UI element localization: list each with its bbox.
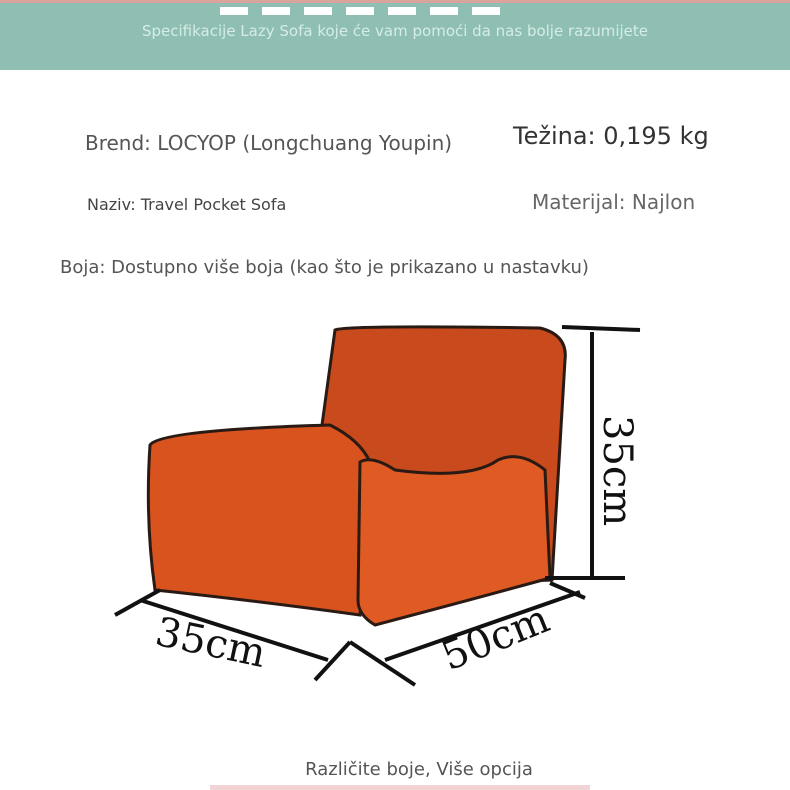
sofa-seat [148,425,370,615]
height-dimension-label: 35cm [594,415,640,527]
depth-dimension-label: 35cm [151,608,270,678]
spec-color: Boja: Dostupno više boja (kao što je prikazano u nastavku) [60,257,589,278]
sofa-front [358,457,550,625]
header-subtitle: Specifikacije Lazy Sofa koje će vam pomoći da nas bolje razumijete [141,22,648,40]
spec-name: Naziv: Travel Pocket Sofa [87,195,287,214]
bottom-divider [210,785,590,790]
spec-material: Materijal: Najlon [532,190,696,214]
footer-caption: Različite boje, Više opcija [305,759,533,780]
spec-brand: Brend: LOCYOP (Longchuang Youpin) [85,131,453,155]
width-dimension-label: 50cm [435,595,556,681]
spec-weight: Težina: 0,195 kg [513,122,709,150]
